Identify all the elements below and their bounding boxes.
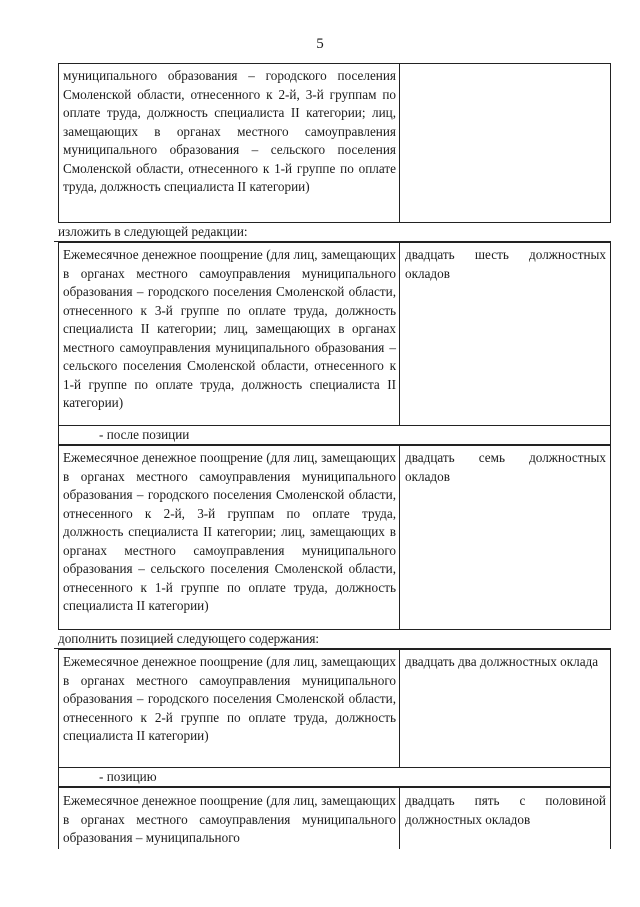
instruction-text: изложить в следующей редакции: [54,223,611,242]
instruction-row [58,768,611,787]
instruction-row [58,426,611,445]
page-number: 5 [316,36,324,52]
salary-cell: двадцать пять с половиной должностных окладов [405,793,606,827]
table-row [58,63,611,223]
table-row [58,242,611,426]
instruction-text: - после позиции [99,427,190,442]
table-row [58,445,611,630]
salary-cell: двадцать два должностных оклада [405,654,599,669]
table-row [58,787,611,849]
instruction-text: дополнить позицией следующего содержания: [54,630,611,649]
salary-cell: двадцать семь должностных окладов [405,450,606,484]
document-body [58,63,611,849]
position-description: Ежемесячное денежное поощрение (для лиц, замещающих в органах местного самоуправления муниципального образования – городского поселения Смоленской области, отнесенного к 2-й, 3-й группам по оплате труда, должность специалиста II категории; лиц, замещающих в органах местного самоуправления муниципального образования – сельского поселения Смоленской области, отнесенного к 1-й группе по оплате труда, должность специалиста II категории) [59,446,400,629]
salary-cell [400,64,610,222]
position-description: Ежемесячное денежное поощрение (для лиц, замещающих в органах местного самоуправления муниципального образования – муниципального [59,788,400,849]
position-description: Ежемесячное денежное поощрение (для лиц, замещающих в органах местного самоуправления муниципального образования – городского поселения Смоленской области, отнесенного к 2-й группе по оплате труда, должность специалиста II категории) [59,650,400,767]
salary-cell: двадцать шесть должностных окладов [405,247,606,281]
position-description: Ежемесячное денежное поощрение (для лиц, замещающих в органах местного самоуправления муниципального образования – городского поселения Смоленской области, отнесенного к 3-й группе по оплате труда, должность специалиста II категории; лиц, замещающих в органах местного самоуправления муниципального образования – сельского поселения Смоленской области, отнесенного к 1-й группе по оплате труда, должность специалиста II категории) [59,243,400,425]
instruction-text: - позицию [99,769,157,784]
table-row [58,649,611,768]
position-description: муниципального образования – городского поселения Смоленской области, отнесенного к 2-й, 3-й группам по оплате труда, должность специалиста II категории; лиц, замещающих в органах местного самоуправления муниципального образования – сельского поселения Смоленской области, отнесенного к 1-й группе по оплате труда, должность специалиста II категории) [59,64,400,222]
